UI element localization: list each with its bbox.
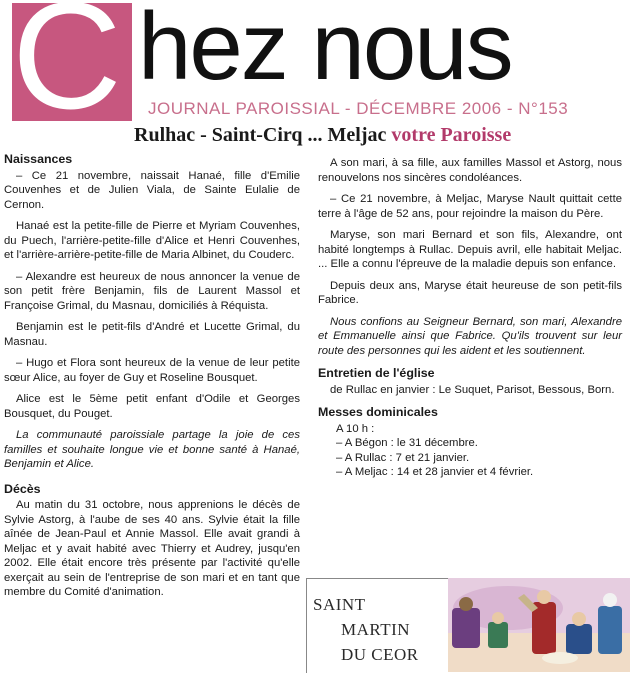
illustration-image bbox=[448, 578, 630, 672]
paragraph: – Alexandre est heureux de nous annoncer la venue de son petit frère Benjamin, fils de Laurent Massol et Françoise Grimal, du Masnau, domiciliés à Réquista. bbox=[4, 270, 300, 312]
paragraph: – Ce 21 novembre, à Meljac, Maryse Nault quittait cette terre à l'âge de 52 ans, pour rejoindre la maison du Père. bbox=[318, 193, 622, 220]
paragraph: Hanaé est la petite-fille de Pierre et Myriam Couvenhes, du Puech, l'arrière-petite-fille d'Alice et Henri Couvenhes, et l'arrière-arrière-petite-fille de Maria Albinet, du Couderc. bbox=[4, 220, 300, 261]
paragraph-italic: La communauté paroissiale partage la joie de ces familles et souhaite longue vie et bonne santé à Hanaé, Benjamin et Alice. bbox=[4, 429, 300, 470]
section-title-entretien: Entretien de l'église bbox=[318, 366, 435, 380]
saint-martin-line3: DU CEOR bbox=[341, 645, 419, 664]
list-item: – A Bégon : le 31 décembre. bbox=[336, 437, 478, 449]
logo-first-letter: C bbox=[12, 0, 122, 126]
parish-names: Rulhac - Saint-Cirq ... Meljac bbox=[134, 124, 387, 146]
left-column bbox=[4, 152, 300, 607]
right-column bbox=[318, 156, 622, 480]
illustration-drawing bbox=[448, 578, 630, 672]
saint-martin-line1: SAINT bbox=[313, 595, 366, 614]
paragraph: Au matin du 31 octobre, nous apprenions le décès de Sylvie Astorg, à l'aube de ses 40 ans. Sylvie était la fille aînée de Jean-Paul et Annie Massol. Elle avait grandi à Meljac et y avait habité avec Thierry et Audrey, jusqu'en 2002. Elle était encore très présente par l'activité qu'elle exerçait au sein de l'entreprise de son mari et en tant que membre du Comité d'animation. bbox=[4, 499, 300, 598]
paragraph: de Rullac en janvier : Le Suquet, Parisot, Bessous, Born. bbox=[330, 383, 615, 396]
messes-time: A 10 h : bbox=[336, 422, 375, 435]
paragraph: – Ce 21 novembre, naissait Hanaé, fille d'Emilie Couvenhes et de Julien Viala, de Sainte Eulalie de Cernon. bbox=[4, 169, 300, 211]
paragraph: Maryse, son mari Bernard et son fils, Alexandre, ont habité longtemps à Rullac. Depuis avril, elle habitait Meljac. ... Elle a connu l'épreuve de la maladie depuis son enfance. bbox=[318, 229, 622, 270]
paragraph-italic: Nous confions au Seigneur Bernard, son mari, Alexandre et Emmanuelle ainsi que Fabrice. Qu'ils trouvent sur leur route des personnes qui les aident et les soutiennent. bbox=[318, 315, 622, 357]
masthead bbox=[0, 0, 630, 150]
list-item: – A Rullac : 7 et 21 janvier. bbox=[336, 451, 470, 464]
saint-martin-line2: MARTIN bbox=[341, 620, 411, 639]
parish-line bbox=[134, 124, 511, 147]
parish-suffix: votre Paroisse bbox=[391, 124, 512, 146]
paragraph: Alice est le 5ème petit enfant d'Odile et Georges Bousquet, du Pouget. bbox=[4, 393, 300, 420]
logo-title: hez nous bbox=[138, 0, 512, 100]
section-title-deces: Décès bbox=[4, 481, 41, 496]
journal-subtitle: JOURNAL PAROISSIAL - DÉCEMBRE 2006 - N°153 bbox=[148, 99, 569, 118]
paragraph: A son mari, à sa fille, aux familles Massol et Astorg, nous renouvelons nos sincères condoléances. bbox=[318, 157, 622, 184]
list-item: – A Meljac : 14 et 28 janvier et 4 février. bbox=[336, 466, 534, 478]
paragraph: Depuis deux ans, Maryse était heureuse de son petit-fils Fabrice. bbox=[318, 279, 622, 306]
paragraph: Benjamin est le petit-fils d'André et Lucette Grimal, du Masnau. bbox=[4, 321, 300, 348]
paragraph: – Hugo et Flora sont heureux de la venue de leur petite sœur Alice, au foyer de Guy et Roseline Bousquet. bbox=[4, 357, 300, 384]
section-title-naissances: Naissances bbox=[4, 152, 73, 166]
saint-martin-box bbox=[306, 578, 450, 673]
section-title-messes: Messes dominicales bbox=[318, 405, 438, 419]
